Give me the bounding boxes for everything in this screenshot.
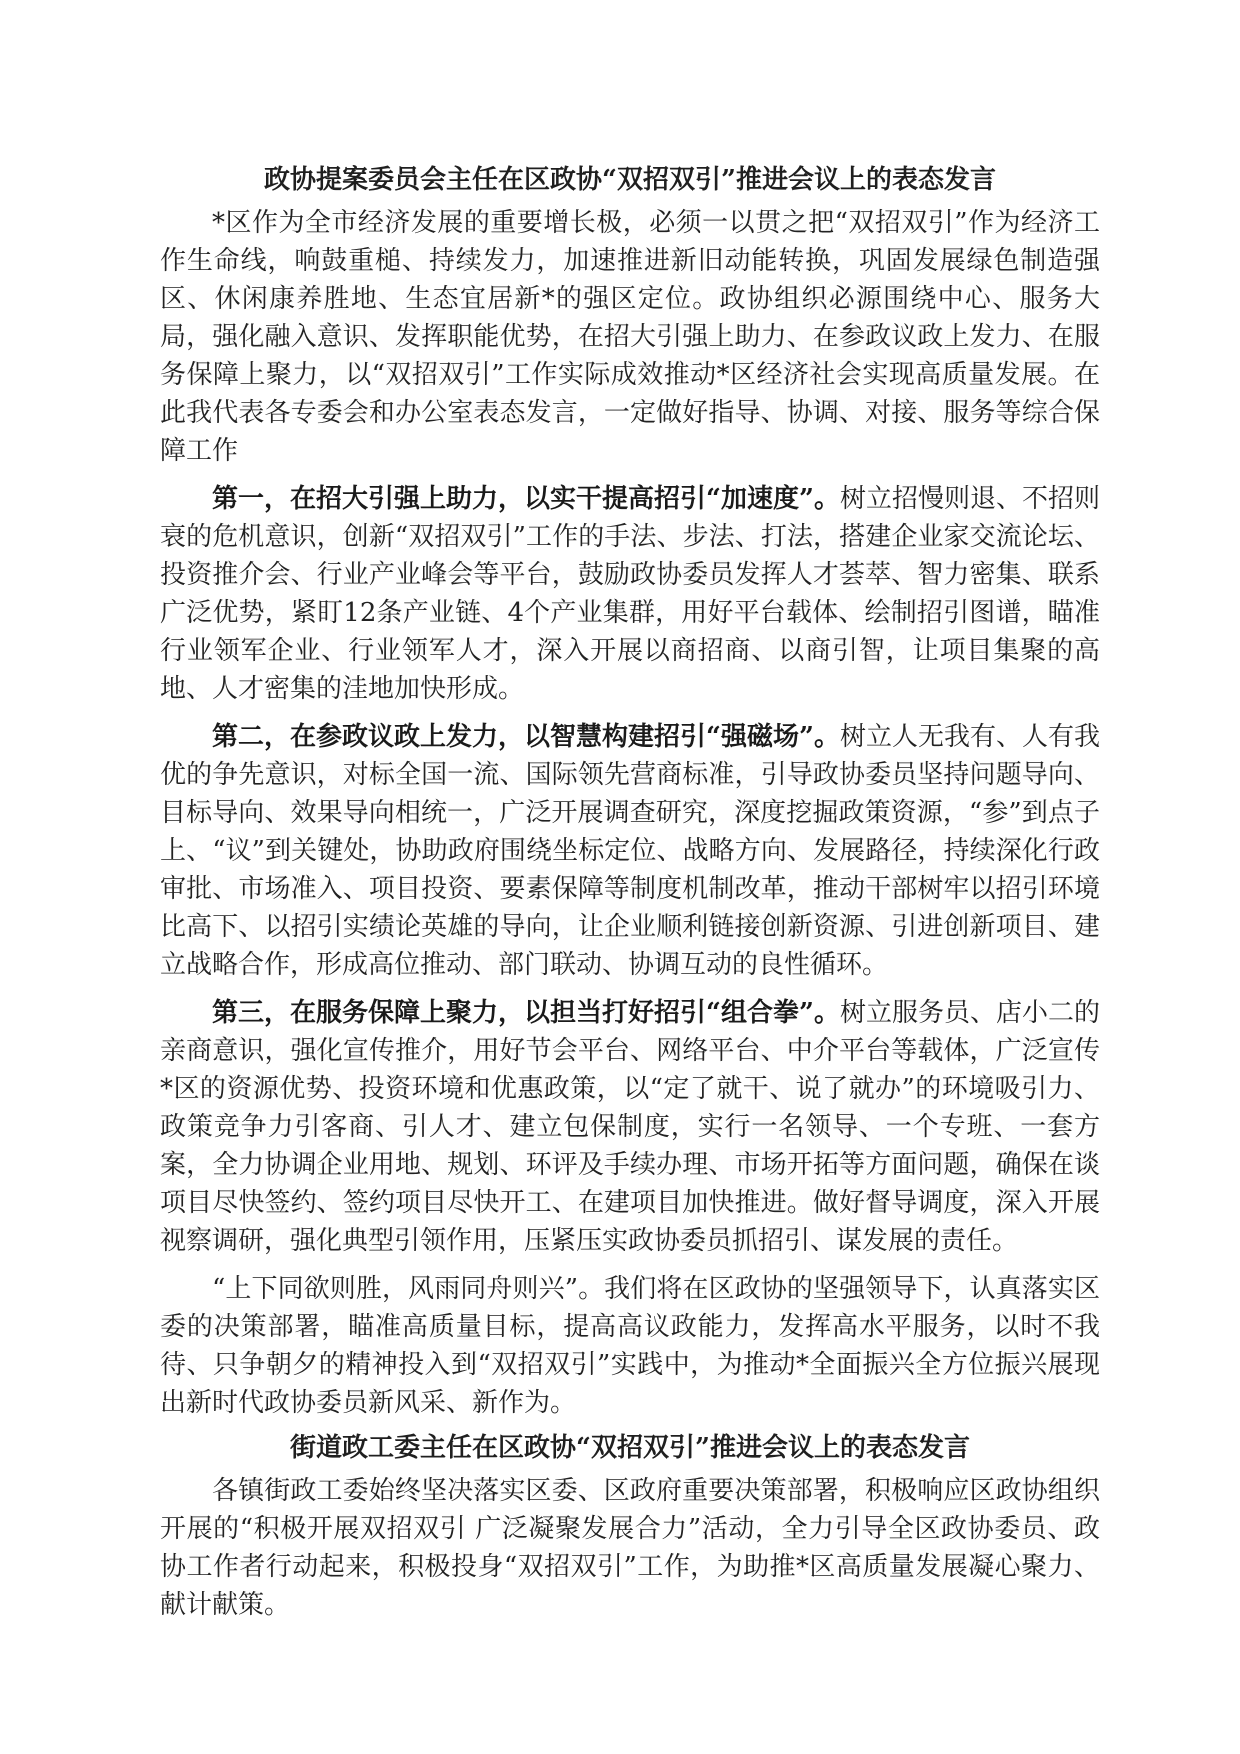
intro-paragraph-2: 各镇街政工委始终坚决落实区委、区政府重要决策部署，积极响应区政协组织开展的“积极开展双招双引 广泛凝聚发展合力”活动，全力引导全区政协委员、政协工作者行动起来，积极投身“双招双引”工作，为助推*区高质量发展凝心聚力、献计献策。 [160, 1476, 1100, 1620]
speech-title-2: 街道政工委主任在区政协“双招双引”推进会议上的表态发言 [290, 1433, 970, 1463]
point-body-2: 树立人无我有、人有我优的争先意识，对标全国一流、国际领先营商标准，引导政协委员坚持问题导向、目标导向、效果导向相统一，广泛开展调查研究，深度挖掘政策资源，“参”到点子上、“议”到关键处，协助政府围绕坐标定位、战略方向、发展路径，持续深化行政审批、市场准入、项目投资、要素保障等制度机制改革，推动干部树牢以招引环境比高下、以招引实绩论英雄的导向，让企业顺利链接创新资源、引进创新项目、建立战略合作，形成高位推动、部门联动、协调互动的良性循环。 [160, 722, 1100, 980]
point-heading-3: 第三，在服务保障上聚力，以担当打好招引“组合拳”。 [212, 998, 840, 1028]
point-body-1: 树立招慢则退、不招则衰的危机意识，创新“双招双引”工作的手法、步法、打法，搭建企业家交流论坛、投资推介会、行业产业峰会等平台，鼓励政协委员发挥人才荟萃、智力密集、联系广泛优势，紧盯12条产业链、4个产业集群，用好平台载体、绘制招引图谱，瞄准行业领军企业、行业领军人才，深入开展以商招商、以商引智，让项目集聚的高地、人才密集的洼地加快形成。 [160, 484, 1100, 704]
point-paragraph-2 [160, 718, 1100, 984]
point-paragraph-3 [160, 994, 1100, 1260]
point-body-3: 树立服务员、店小二的亲商意识，强化宣传推介，用好节会平台、网络平台、中介平台等载体，广泛宣传*区的资源优势、投资环境和优惠政策，以“定了就干、说了就办”的环境吸引力、政策竞争力引客商、引人才、建立包保制度，实行一名领导、一个专班、一套方案，全力协调企业用地、规划、环评及手续办理、市场开拓等方面问题，确保在谈项目尽快签约、签约项目尽快开工、在建项目加快推进。做好督导调度，深入开展视察调研，强化典型引领作用，压紧压实政协委员抓招引、谋发展的责任。 [160, 998, 1100, 1256]
point-heading-1: 第一，在招大引强上助力，以实干提高招引“加速度”。 [212, 484, 840, 514]
intro-paragraph-1: *区作为全市经济发展的重要增长极，必须一以贯之把“双招双引”作为经济工作生命线，响鼓重槌、持续发力，加速推进新旧动能转换，巩固发展绿色制造强区、休闲康养胜地、生态宜居新*的强区定位。政协组织必源围绕中心、服务大局，强化融入意识、发挥职能优势，在招大引强上助力、在参政议政上发力、在服务保障上聚力，以“双招双引”工作实际成效推动*区经济社会实现高质量发展。在此我代表各专委会和办公室表态发言，一定做好指导、协调、对接、服务等综合保障工作 [160, 208, 1100, 466]
point-heading-2: 第二，在参政议政上发力，以智慧构建招引“强磁场”。 [212, 722, 840, 752]
point-paragraph-1 [160, 480, 1100, 708]
speech-title-1: 政协提案委员会主任在区政协“双招双引”推进会议上的表态发言 [264, 165, 996, 195]
closing-paragraph-1: “上下同欲则胜，风雨同舟则兴”。我们将在区政协的坚强领导下，认真落实区委的决策部署，瞄准高质量目标，提高高议政能力，发挥高水平服务，以时不我待、只争朝夕的精神投入到“双招双引”实践中，为推动*全面振兴全方位振兴展现出新时代政协委员新风采、新作为。 [160, 1274, 1100, 1418]
document-page [160, 158, 1100, 1624]
